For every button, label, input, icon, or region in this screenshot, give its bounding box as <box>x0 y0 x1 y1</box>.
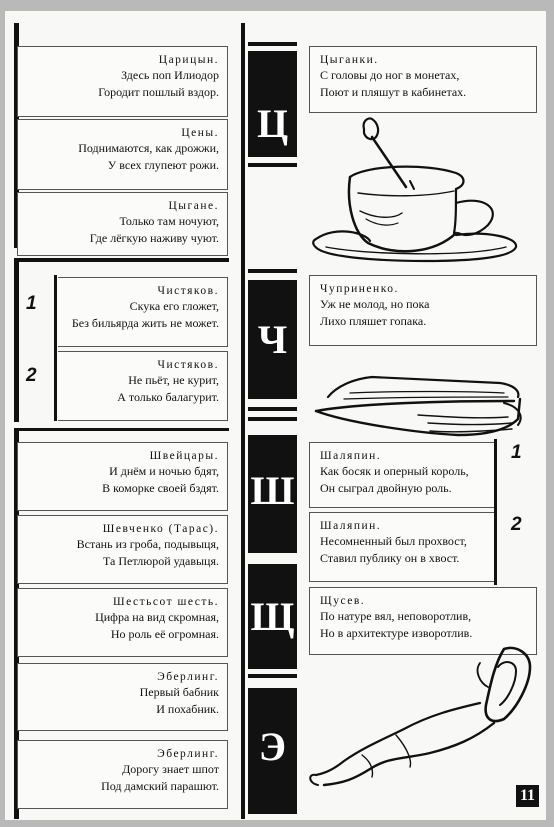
verse-line: И похабник. <box>156 702 219 716</box>
verse-line: Несомненный был прохвост, <box>320 534 467 548</box>
verse-title: Чистяков. <box>157 359 219 371</box>
verse-box-tsyganki <box>309 46 537 113</box>
verse-line: Он сыграл двойную роль. <box>320 481 452 495</box>
center-spine-rule <box>241 23 245 819</box>
verse-box-shalyapin-1 <box>309 442 494 508</box>
verse-line: Поднимаются, как дрожжи, <box>78 141 219 155</box>
book-sketch <box>308 353 538 443</box>
letter-block-sh: Ш <box>248 435 297 553</box>
verse-box-tseny <box>17 119 228 190</box>
letter-block-ch: Ч <box>248 280 297 399</box>
spine-bar <box>248 417 297 421</box>
verse-box-shalyapin-2 <box>309 512 494 582</box>
verse-box-shevchenko <box>17 515 228 584</box>
galosh-sketch <box>304 643 540 793</box>
verse-number: 2 <box>26 365 37 386</box>
verse-box-chuprinenko <box>309 275 537 346</box>
verse-number: 1 <box>511 442 522 463</box>
verse-title: Эберлинг. <box>157 748 219 760</box>
verse-box-shveitsary <box>17 442 228 511</box>
verse-title: Щусев. <box>320 595 366 607</box>
verse-title: Швейцары. <box>149 450 219 462</box>
verse-title: Шевченко (Тарас). <box>102 523 219 535</box>
verse-line: В коморке своей бздят. <box>102 481 219 495</box>
verse-line: Но в архитектуре изворотлив. <box>320 626 473 640</box>
letter-block-ts: Ц <box>248 51 297 157</box>
verse-number: 2 <box>511 514 522 535</box>
verse-line: Дорогу знает шпот <box>122 762 219 776</box>
verse-box-tsygane <box>17 192 228 256</box>
verse-title: Чистяков. <box>157 285 219 297</box>
verse-line: Лихо пляшет гопака. <box>320 314 427 328</box>
spine-bar <box>248 42 297 46</box>
divider-ch-sh <box>14 428 229 431</box>
verse-line: Ставил публику он в хвост. <box>320 551 460 565</box>
spine-bar <box>248 407 297 411</box>
verse-line: Без бильярда жить не может. <box>71 316 219 330</box>
verse-title: Шаляпин. <box>320 520 382 532</box>
teacup-sketch <box>306 115 536 265</box>
spine-bar <box>248 163 297 167</box>
left-rail-ch <box>14 262 19 422</box>
verse-title: Чуприненко. <box>320 283 399 295</box>
letter-block-shch: Щ <box>248 564 297 669</box>
verse-line: Поют и пляшут в кабинетах. <box>320 85 467 99</box>
verse-line: Цифра на вид скромная, <box>95 610 219 624</box>
divider-ts-ch <box>14 258 229 262</box>
verse-line: Только там ночуют, <box>119 214 219 228</box>
verse-line: Встань из гроба, подывыця, <box>76 537 219 551</box>
spine-bar <box>248 269 297 273</box>
verse-line: Здесь поп Илиодор <box>121 68 219 82</box>
verse-line: С головы до ног в монетах, <box>320 68 460 82</box>
verse-line: Под дамский парашют. <box>101 779 219 793</box>
verse-title: Эберлинг. <box>157 671 219 683</box>
verse-box-tsaritsyn <box>17 46 228 117</box>
verse-line: Но роль её огромная. <box>110 627 219 641</box>
verse-box-eberling-1 <box>17 663 228 731</box>
verse-title: Царицын. <box>158 54 219 66</box>
verse-box-eberling-2 <box>17 740 228 809</box>
verse-title: Цены. <box>181 127 219 139</box>
verse-line: Как босяк и оперный король, <box>320 464 469 478</box>
verse-box-chistyakov-1 <box>58 277 228 347</box>
verse-line: Скука его гложет, <box>129 299 219 313</box>
page-frame <box>14 23 540 819</box>
verse-line: Где лёгкую наживу чуют. <box>89 231 219 245</box>
verse-line: А только балагурит. <box>117 390 219 404</box>
verse-box-chistyakov-2 <box>58 351 228 421</box>
verse-title: Цыганки. <box>320 54 379 66</box>
letter-block-e: Э <box>248 688 297 814</box>
verse-title: Шестьсот шесть. <box>113 596 219 608</box>
group-rail-chistyakov <box>54 275 57 421</box>
page-number: 11 <box>516 785 539 807</box>
spine-bar <box>248 674 297 678</box>
book-page <box>5 11 546 820</box>
verse-line: По натуре вял, неповоротлив, <box>320 609 472 623</box>
verse-line: Первый бабник <box>139 685 219 699</box>
verse-line: Не пьёт, не курит, <box>128 373 219 387</box>
group-rail-shalyapin <box>494 439 497 585</box>
verse-line: У всех глупеют рожи. <box>107 158 219 172</box>
verse-number: 1 <box>26 293 37 314</box>
verse-line: И днём и ночью бдят, <box>109 464 219 478</box>
verse-title: Шаляпин. <box>320 450 382 462</box>
verse-box-shestsot-shest <box>17 588 228 657</box>
verse-line: Уж не молод, но пока <box>320 297 430 311</box>
verse-line: Та Петлюрой удавыця. <box>102 554 219 568</box>
verse-title: Цыгане. <box>168 200 219 212</box>
verse-line: Городит пошлый вздор. <box>98 85 219 99</box>
